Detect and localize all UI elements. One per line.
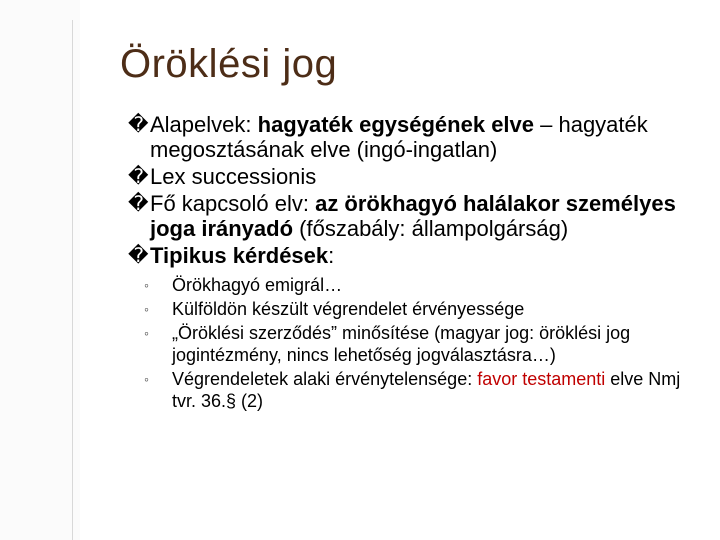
slide-content: [128, 112, 708, 414]
bullet-text-post: – hagyaték megosztásának elve (ingó-ingatlan): [150, 112, 648, 162]
sub-item: [128, 274, 708, 296]
bullet-icon: �: [128, 193, 149, 215]
sub-list: [128, 274, 708, 412]
bullet-text-pre: Lex successionis: [150, 164, 317, 189]
bullet-item: [128, 191, 708, 241]
bullet-item: [128, 164, 708, 189]
highlight-term: favor testamenti: [477, 369, 606, 389]
bullet-text-bold: hagyaték egységének elve: [257, 112, 535, 137]
circle-bullet-icon: ◦: [144, 301, 149, 317]
circle-bullet-icon: ◦: [144, 325, 149, 341]
sub-item: [128, 368, 708, 412]
bullet-text-post: (főszabály: állampolgárság): [293, 216, 569, 241]
sub-item-text: „Öröklési szerződés” minősítése (magyar jog: öröklési jog jogintézmény, nincs lehetőség jogválasztásra…): [172, 323, 631, 365]
bullet-text-pre: Alapelvek:: [150, 112, 258, 137]
circle-bullet-icon: ◦: [144, 371, 149, 387]
bullet-text-bold: Tipikus kérdések: [150, 243, 329, 268]
slide-sidebar: [0, 0, 80, 540]
bullet-icon: �: [128, 114, 149, 136]
sub-item-text: Örökhagyó emigrál…: [172, 275, 343, 295]
sidebar-divider: [72, 20, 73, 540]
bullet-item: [128, 112, 708, 162]
sub-item-text-post: elve Nmj tvr. 36.§ (2): [172, 369, 681, 411]
sub-item-text: Külföldön készült végrendelet érvényessége: [172, 299, 525, 319]
bullet-icon: �: [128, 245, 149, 267]
sub-item: [128, 298, 708, 320]
bullet-item: [128, 243, 708, 268]
circle-bullet-icon: ◦: [144, 277, 149, 293]
slide-title: Öröklési jog: [120, 42, 338, 86]
sub-item-text-pre: Végrendeletek alaki érvénytelensége:: [172, 369, 478, 389]
bullet-text-post: :: [328, 243, 335, 268]
bullet-text-pre: Fő kapcsoló elv:: [150, 191, 316, 216]
bullet-text-bold: az örökhagyó halálakor személyes joga irányadó: [150, 191, 676, 241]
bullet-icon: �: [128, 166, 149, 188]
sub-item: [128, 322, 708, 366]
